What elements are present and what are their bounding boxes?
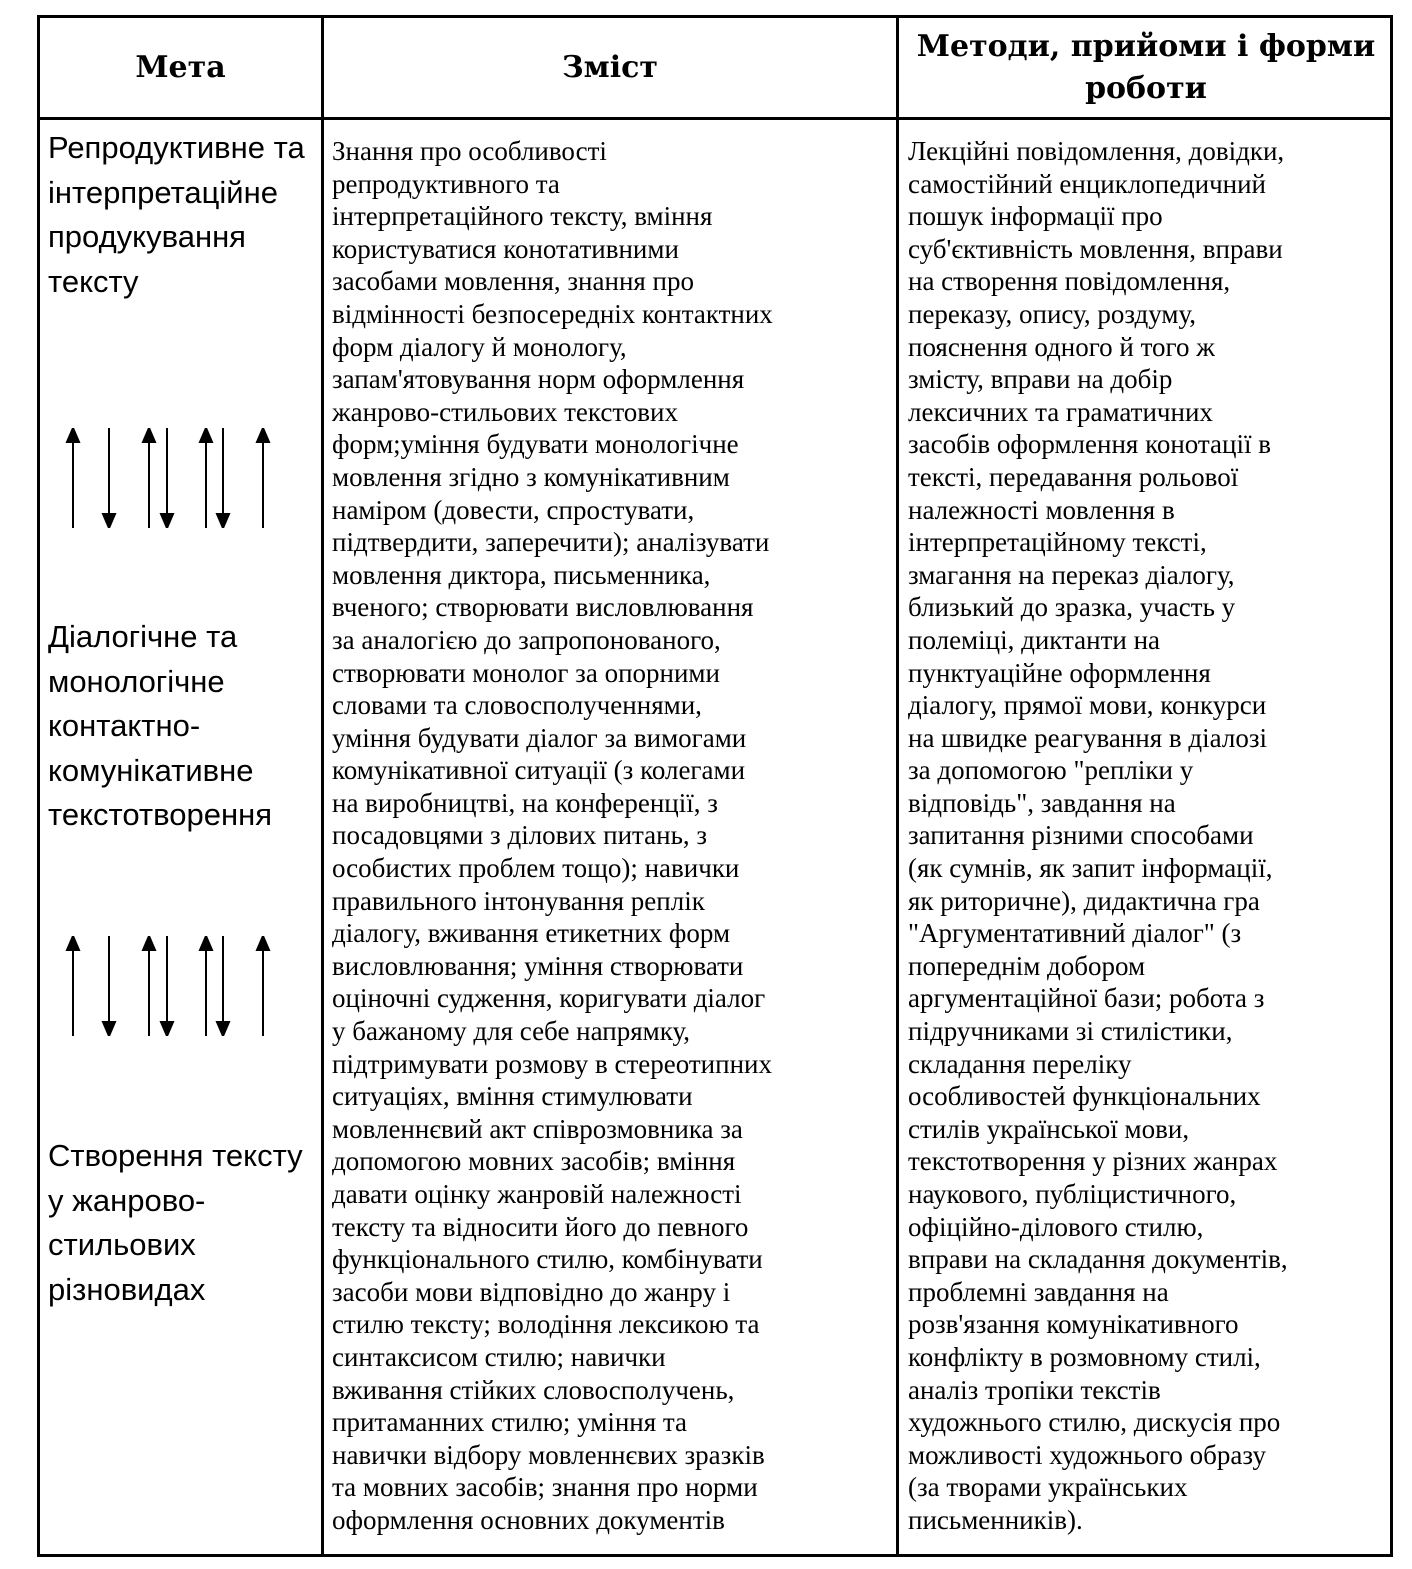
bidirectional-arrows-icon bbox=[48, 936, 278, 1036]
header-goal: Мета bbox=[135, 49, 226, 85]
methods-cell: Лекційні повідомлення, довідки, самостійний енциклопедичний пошук інформації про суб'єктивність мовлення, вправи на створення повідомлення, переказу, опису, роздуму, пояснення одного й того ж змісту, вправи на добір лексичних та граматичних засобів оформлення конотації в тексті, передавання рольової належності мовлення в інтерпретаційному тексті, змагання на переказ діалогу, близький до зразка, участь у полеміці, диктанти на пунктуаційне оформлення діалогу, прямої мови, конкурси на швидке реагування в діалозі за допомогою "репліки у відповідь", завдання на запитання різними способами (як сумнів, як запит інформації, як риторичне), дидактична гра "Аргументативний діалог" (з попереднім добором аргументаційної бази; робота з підручниками зі стилістики, складання переліку особливостей функціональних стилів української мови, текстотворення у різних жанрах наукового, публіцистичного, офіційно-ділового стилю, вправи на складання документів, проблемні завдання на розв'язання комунікативного конфлікту в розмовному стилі, аналіз тропіки текстів художнього стилю, дискусія про можливості художнього образу (за творами українських письменників). bbox=[908, 136, 1288, 1535]
bidirectional-arrows-icon bbox=[48, 428, 278, 528]
header-content: Зміст bbox=[562, 49, 658, 85]
goal-item: Діалогічне та монологічне контактно-комунікативне текстотворення bbox=[48, 619, 272, 832]
goal-item: Створення тексту у жанрово-стильових різновидах bbox=[48, 1138, 303, 1307]
column-divider bbox=[896, 18, 899, 1554]
column-divider bbox=[321, 18, 324, 1554]
methodology-table bbox=[37, 15, 1393, 1557]
header-methods: Методи, прийоми і форми роботи bbox=[916, 28, 1376, 106]
content-cell: Знання про особливості репродуктивного та інтерпретаційного тексту, вміння користуватися конотативними засобами мовлення, знання про відмінності безпосередніх контактних форм діалогу й монологу, запам'ятовування норм оформлення жанрово-стильових текстових форм;уміння будувати монологічне мовлення згідно з комунікативним наміром (довести, спростувати, підтвердити, заперечити); аналізувати мовлення диктора, письменника, вченого; створювати висловлювання за аналогією до запропонованого, створювати монолог за опорними словами та словосполученнями, уміння будувати діалог за вимогами комунікативної ситуації (з колегами на виробництві, на конференції, з посадовцями з ділових питань, з особистих проблем тощо); навички правильного інтонування реплік діалогу, вживання етикетних форм висловлювання; уміння створювати оціночні судження, коригувати діалог у бажаному для себе напрямку, підтримувати розмову в стереотипних ситуаціях, вміння стимулювати мовленнєвий акт співрозмовника за допомогою мовних засобів; вміння давати оцінку жанровій належності тексту та відносити його до певного функціонального стилю, комбінувати засоби мови відповідно до жанру і стилю тексту; володіння лексикою та синтаксисом стилю; навички вживання стійких словосполучень, притаманних стилю; уміння та навички відбору мовленнєвих зразків та мовних засобів; знання про норми оформлення основних документів bbox=[332, 136, 773, 1535]
goal-item: Репродуктивне та інтерпретаційне продукування тексту bbox=[48, 130, 305, 299]
header-divider bbox=[40, 117, 1390, 120]
